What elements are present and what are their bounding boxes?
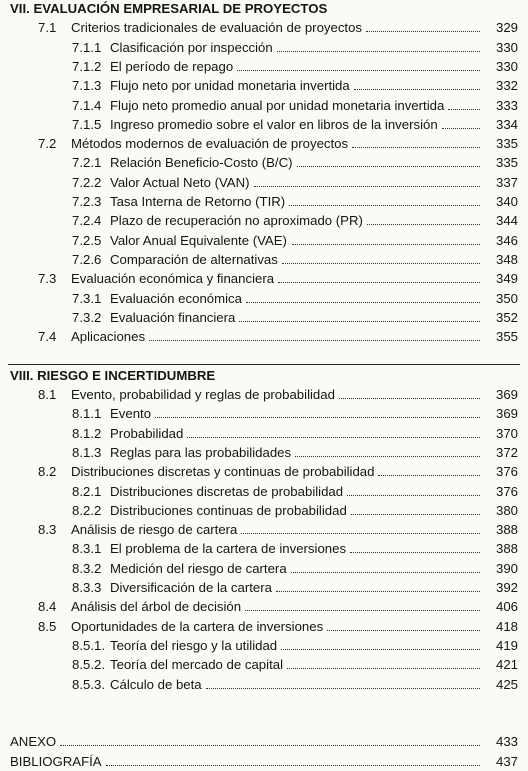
- section-number: 7.2.1: [72, 155, 102, 171]
- section-title: Relación Beneficio-Costo (B/C): [110, 155, 293, 171]
- section-title: Evento: [110, 406, 152, 422]
- dot-leader: [206, 688, 480, 689]
- toc-entry: [0, 97, 528, 115]
- section-title: Teoría del riesgo y la utilidad: [110, 637, 278, 653]
- section-number: 8.2.1: [72, 483, 102, 499]
- section-number: 7.4: [38, 329, 57, 345]
- chapter-heading: VII. EVALUACIÓN EMPRESARIAL DE PROYECTOS: [10, 1, 328, 16]
- dot-leader: [327, 630, 480, 631]
- dot-leader: [352, 147, 480, 148]
- dot-leader: [350, 552, 480, 553]
- section-number: 7.2: [38, 136, 57, 152]
- dot-leader: [448, 109, 480, 110]
- page-number: 421: [495, 657, 518, 673]
- section-number: 7.3: [38, 271, 57, 287]
- page-number: 392: [495, 580, 518, 595]
- page-number: 437: [495, 753, 518, 769]
- dot-leader: [354, 89, 480, 90]
- toc-entry: [0, 251, 528, 269]
- section-title: Probabilidad: [110, 425, 184, 441]
- section-divider: [8, 364, 520, 365]
- section-title: Valor Actual Neto (VAN): [110, 174, 250, 190]
- section-number: 8.2.2: [72, 502, 102, 518]
- toc-entry: [0, 58, 528, 76]
- toc-entry: [0, 425, 528, 443]
- dot-leader: [287, 668, 480, 669]
- page-number: 376: [495, 483, 518, 499]
- section-number: 8.1.3: [72, 444, 102, 460]
- toc-entry: [0, 212, 528, 230]
- page-number: 425: [495, 676, 518, 692]
- section-number: 7.3.1: [72, 290, 102, 306]
- page-number: 330: [495, 39, 518, 55]
- page-number: 335: [495, 136, 518, 152]
- section-title: Flujo neto promedio anual por unidad monetaria invertida: [110, 97, 445, 113]
- section-number: 7.3.2: [72, 309, 102, 325]
- toc-entry: [0, 77, 528, 95]
- toc-entry: [0, 328, 528, 346]
- page-number: 352: [495, 309, 518, 325]
- section-title: Ingreso promedio sobre el valor en libros de la inversión: [110, 116, 438, 132]
- page-number: 369: [495, 387, 518, 402]
- toc-entry: [0, 637, 528, 655]
- toc-entry: [0, 579, 528, 597]
- section-number: 8.1.2: [72, 425, 102, 441]
- section-number: 8.3.2: [72, 560, 102, 576]
- page-number: 337: [495, 174, 518, 190]
- page-number: 418: [495, 618, 518, 634]
- dot-leader: [239, 321, 480, 322]
- section-title: Valor Anual Equivalente (VAE): [110, 232, 287, 248]
- dot-leader: [237, 70, 480, 71]
- section-title: Cálculo de beta: [110, 676, 202, 692]
- dot-leader: [276, 591, 480, 592]
- page-number: 376: [495, 464, 518, 480]
- toc-entry: [0, 193, 528, 211]
- dot-leader: [295, 456, 480, 457]
- toc-chapter-row: [0, 0, 528, 18]
- dot-leader: [106, 765, 480, 766]
- section-number: 7.1.5: [72, 116, 102, 132]
- dot-leader: [351, 514, 480, 515]
- page-number: 333: [495, 97, 518, 113]
- toc-entry: [0, 598, 528, 616]
- section-title: Análisis del árbol de decisión: [71, 599, 242, 615]
- toc-entry: [0, 270, 528, 288]
- page-number: 433: [495, 734, 518, 750]
- dot-leader: [246, 302, 480, 303]
- page-number: 340: [495, 194, 518, 209]
- page-number: 349: [495, 271, 518, 287]
- dot-leader: [149, 340, 480, 341]
- section-number: 8.4: [38, 599, 57, 615]
- section-title: BIBLIOGRAFÍA: [10, 753, 102, 769]
- toc-entry: [0, 39, 528, 57]
- section-number: 8.5.2.: [72, 657, 105, 673]
- section-number: 8.5: [38, 618, 57, 634]
- section-number: 8.5.3.: [72, 676, 105, 692]
- page-number: 344: [495, 213, 518, 229]
- page-number: 370: [495, 425, 518, 441]
- section-number: 7.2.2: [72, 174, 102, 190]
- toc-entry: [0, 154, 528, 172]
- section-number: 8.3: [38, 522, 57, 538]
- toc-entry: [0, 174, 528, 192]
- section-title: Distribuciones continuas de probabilidad: [110, 502, 347, 518]
- section-title: Evaluación financiera: [110, 309, 236, 325]
- section-title: El problema de la cartera de inversiones: [110, 541, 347, 557]
- dot-leader: [60, 745, 480, 746]
- page-number: 419: [495, 637, 518, 653]
- section-title: Evaluación económica: [110, 290, 242, 306]
- page-number: 388: [495, 522, 518, 538]
- dot-leader: [254, 186, 480, 187]
- dot-leader: [366, 31, 480, 32]
- dot-leader: [278, 282, 480, 283]
- section-title: El período de repago: [110, 58, 234, 74]
- toc-entry: [0, 444, 528, 462]
- section-number: 7.2.3: [72, 194, 102, 209]
- dot-leader: [297, 166, 480, 167]
- section-title: Clasificación por inspección: [110, 39, 273, 55]
- section-number: 8.1.1: [72, 406, 102, 422]
- page-number: 406: [495, 599, 518, 615]
- page-number: 390: [495, 560, 518, 576]
- section-title: Evaluación económica y financiera: [71, 271, 275, 287]
- section-title: Oportunidades de la cartera de inversiones: [71, 618, 324, 634]
- page-number: 330: [495, 58, 518, 74]
- chapter-heading: VIII. RIESGO E INCERTIDUMBRE: [10, 367, 216, 383]
- toc-entry: [0, 560, 528, 578]
- dot-leader: [155, 417, 480, 418]
- page-number: 348: [495, 251, 518, 267]
- page-number: 332: [495, 78, 518, 94]
- toc-entry: [0, 676, 528, 694]
- dot-leader: [289, 205, 480, 206]
- section-number: 7.1.4: [72, 97, 102, 113]
- section-number: 7.1.3: [72, 78, 102, 94]
- toc-entry: [0, 309, 528, 327]
- dot-leader: [367, 224, 480, 225]
- section-title: Medición del riesgo de cartera: [110, 560, 287, 576]
- page-number: 335: [495, 155, 518, 171]
- dot-leader: [347, 495, 480, 496]
- section-number: 7.1.1: [72, 39, 102, 55]
- page-number: 334: [495, 116, 518, 132]
- section-number: 7.1: [38, 20, 57, 36]
- section-title: ANEXO: [10, 734, 57, 750]
- section-title: Análisis de riesgo de cartera: [71, 522, 238, 538]
- page-number: 346: [495, 232, 518, 248]
- section-title: Distribuciones discretas de probabilidad: [110, 483, 344, 499]
- toc-entry: [0, 232, 528, 250]
- section-title: Flujo neto por unidad monetaria invertida: [110, 78, 350, 94]
- dot-leader: [291, 572, 480, 573]
- section-title: Aplicaciones: [71, 329, 146, 345]
- section-number: 7.1.2: [72, 58, 102, 74]
- dot-leader: [281, 649, 480, 650]
- section-title: Comparación de alternativas: [110, 251, 278, 267]
- toc-entry: [0, 290, 528, 308]
- toc-entry: [0, 618, 528, 636]
- toc-entry: [0, 463, 528, 481]
- page-number: 380: [495, 502, 518, 518]
- section-title: Métodos modernos de evaluación de proyectos: [71, 136, 349, 152]
- section-title: Criterios tradicionales de evaluación de proyectos: [71, 20, 363, 36]
- page-number: 369: [495, 406, 518, 422]
- section-number: 8.5.1.: [72, 637, 105, 653]
- dot-leader: [378, 475, 480, 476]
- section-title: Distribuciones discretas y continuas de probabilidad: [71, 464, 375, 480]
- section-title: Plazo de recuperación no aproximado (PR): [110, 213, 363, 229]
- section-number: 8.2: [38, 464, 57, 480]
- toc-entry: [0, 733, 528, 751]
- toc-entry: [0, 483, 528, 501]
- page-number: 329: [495, 20, 518, 36]
- dot-leader: [292, 244, 480, 245]
- section-number: 8.3.3: [72, 580, 102, 595]
- section-title: Teoría del mercado de capital: [110, 657, 284, 673]
- section-number: 7.2.5: [72, 232, 102, 248]
- toc-entry: [0, 19, 528, 37]
- dot-leader: [442, 128, 480, 129]
- page-number: 350: [495, 290, 518, 306]
- toc-entry: [0, 521, 528, 539]
- dot-leader: [277, 51, 480, 52]
- toc-entry: [0, 502, 528, 520]
- toc-entry: [0, 656, 528, 674]
- section-title: Diversificación de la cartera: [110, 580, 272, 595]
- page-number: 388: [495, 541, 518, 557]
- section-number: 7.2.4: [72, 213, 102, 229]
- page-number: 355: [495, 329, 518, 345]
- section-title: Tasa Interna de Retorno (TIR): [110, 194, 286, 209]
- toc-entry: [0, 753, 528, 771]
- toc-chapter-row: [0, 367, 528, 385]
- page-number: 372: [495, 444, 518, 460]
- section-number: 8.3.1: [72, 541, 102, 557]
- toc-entry: [0, 540, 528, 558]
- dot-leader: [187, 437, 480, 438]
- dot-leader: [241, 533, 480, 534]
- section-title: Evento, probabilidad y reglas de probabilidad: [71, 387, 335, 402]
- toc-entry: [0, 386, 528, 404]
- toc-entry: [0, 405, 528, 423]
- section-title: Reglas para las probabilidades: [110, 444, 292, 460]
- section-number: 7.2.6: [72, 251, 102, 267]
- toc-entry: [0, 135, 528, 153]
- dot-leader: [245, 610, 480, 611]
- dot-leader: [339, 398, 480, 399]
- section-number: 8.1: [38, 387, 57, 402]
- toc-entry: [0, 116, 528, 134]
- dot-leader: [282, 263, 480, 264]
